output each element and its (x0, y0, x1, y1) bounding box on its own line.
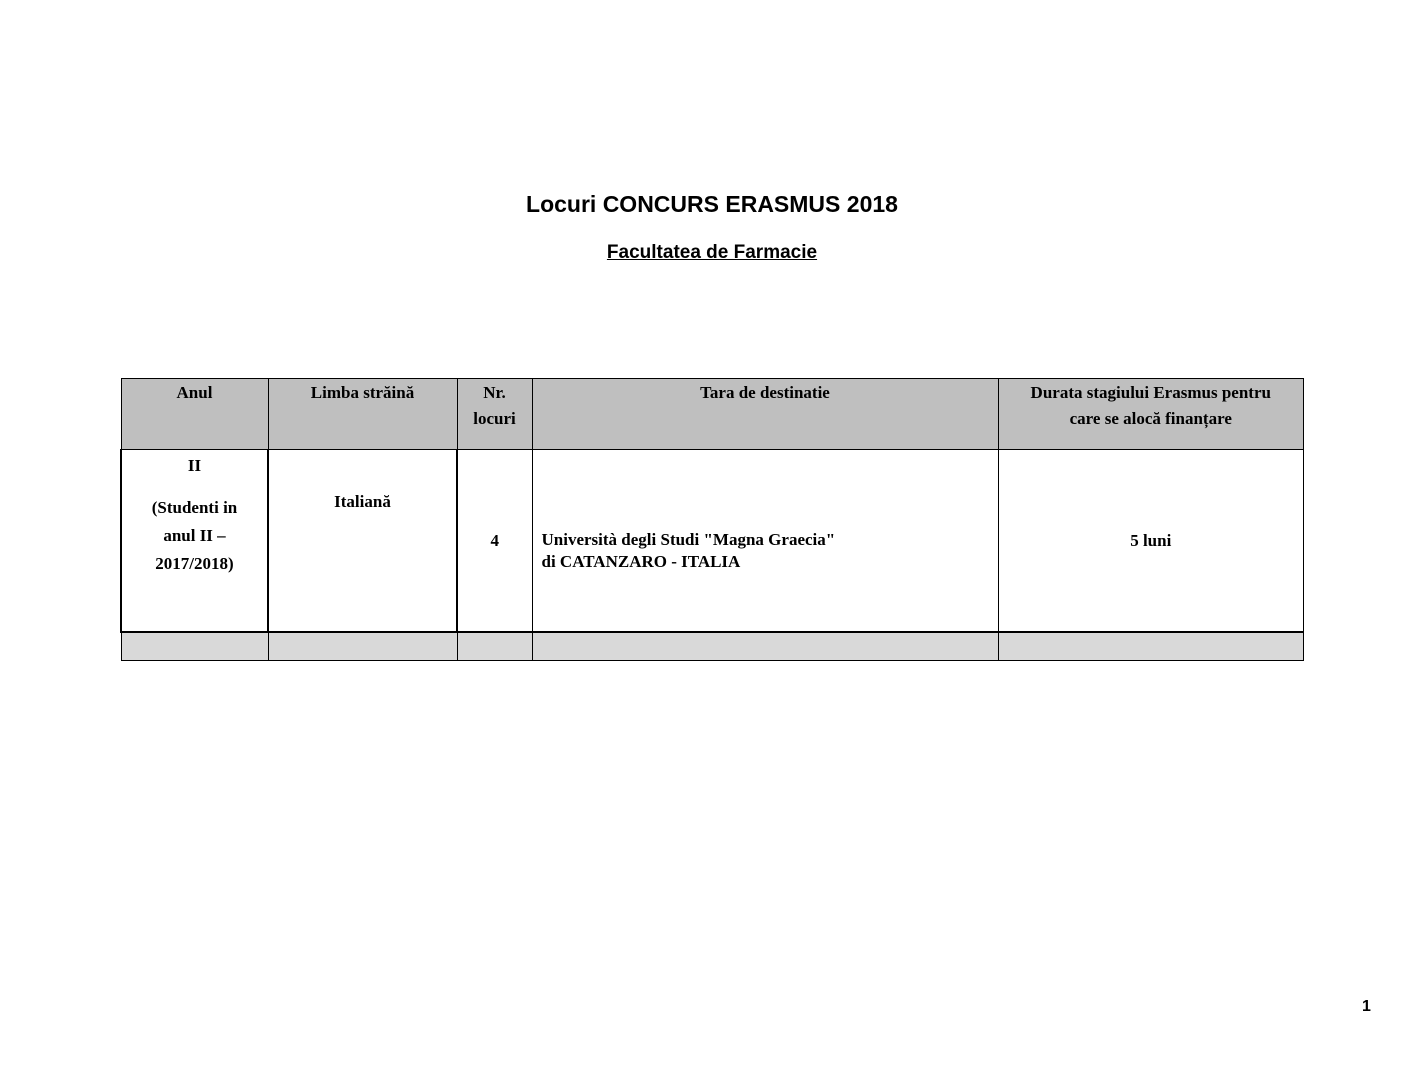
document-title: Locuri CONCURS ERASMUS 2018 (526, 191, 898, 217)
anul-year: II (187, 456, 202, 475)
header-nr-line2: locuri (473, 409, 516, 428)
empty-cell (268, 632, 457, 661)
anul-note-line2: anul II – (163, 526, 226, 545)
erasmus-places-table (120, 378, 1304, 661)
tara-line1: Università degli Studi "Magna Graecia" (541, 529, 836, 549)
header-limba-straina: Limba străină (268, 379, 457, 450)
header-anul: Anul (121, 379, 268, 450)
anul-note-line3: 2017/2018) (155, 554, 234, 573)
header-durata-line2: care se alocă finanțare (1069, 409, 1232, 428)
anul-note-line1: (Studenti in (151, 498, 238, 517)
anul-note (122, 494, 267, 578)
cell-nr-locuri: 4 (457, 450, 532, 633)
header-nr-line1: Nr. (483, 383, 506, 402)
cell-durata: 5 luni (998, 450, 1304, 633)
table-row-empty (121, 632, 1304, 661)
cell-tara (532, 450, 998, 633)
empty-cell (457, 632, 532, 661)
cell-limba: Italiană (268, 450, 457, 633)
table-header-row (121, 379, 1304, 450)
cell-anul (121, 450, 268, 633)
header-durata-line1: Durata stagiului Erasmus pentru (1030, 383, 1271, 402)
header-tara-destinatie: Tara de destinatie (532, 379, 998, 450)
header-durata-stagiu (998, 379, 1304, 450)
empty-cell (121, 632, 268, 661)
page-number: 1 (1362, 998, 1371, 1015)
table-row (121, 450, 1304, 633)
faculty-subtitle: Facultatea de Farmacie (606, 242, 818, 263)
tara-line2: di CATANZARO - ITALIA (541, 551, 741, 571)
header-nr-locuri (457, 379, 532, 450)
empty-cell (998, 632, 1304, 661)
empty-cell (532, 632, 998, 661)
